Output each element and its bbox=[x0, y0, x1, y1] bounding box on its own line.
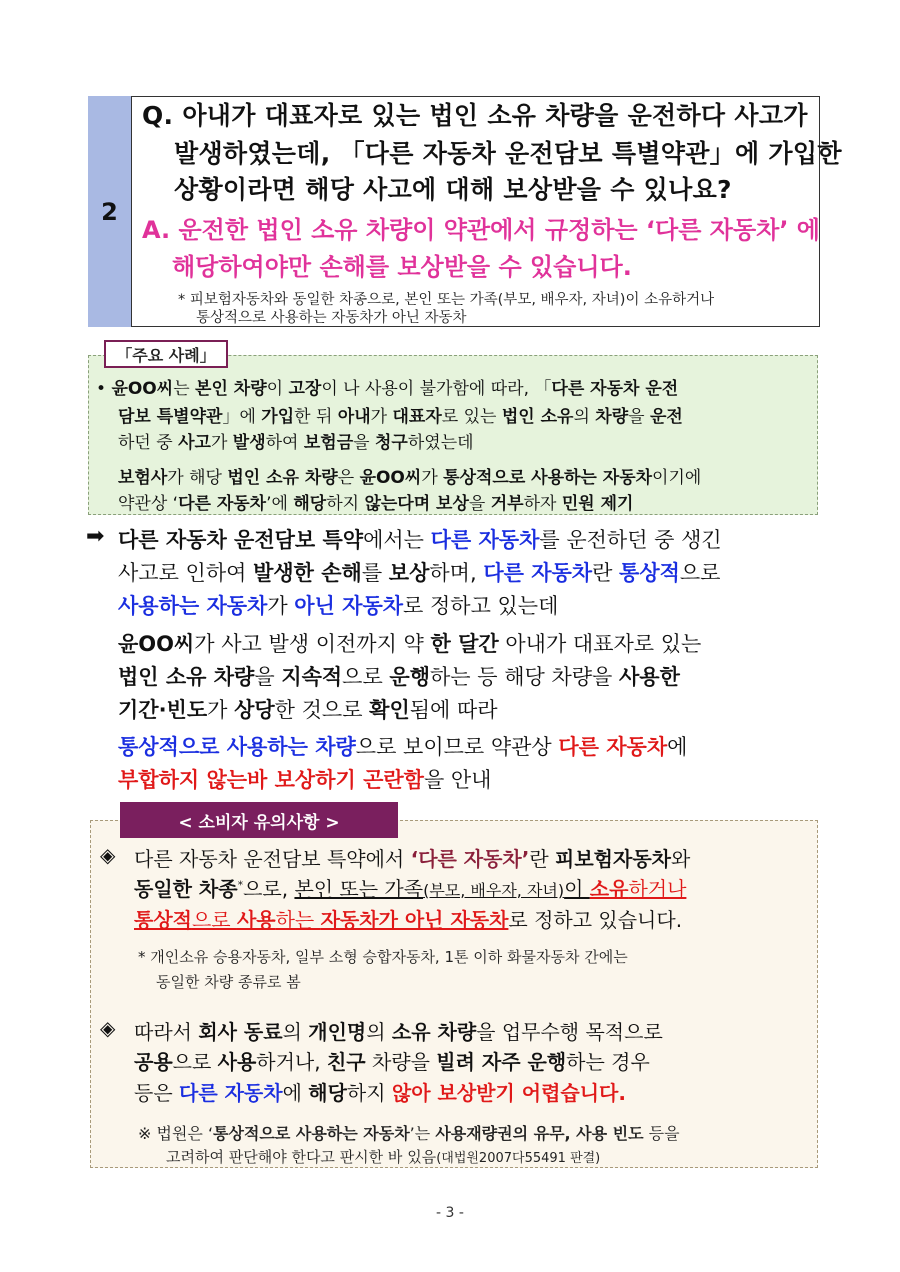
diamond-bullet-icon-2: ◈ bbox=[100, 1016, 116, 1040]
page-number: - 3 - bbox=[436, 1205, 464, 1221]
question-line-3: 상황이라면 해당 사고에 대해 보상받을 수 있나요? bbox=[174, 175, 732, 204]
consumer-note1-line-2: 동일한 차량 종류로 봄 bbox=[156, 973, 301, 991]
case-line-1: • 윤OO씨는 본인 차량이 고장이 나 사용이 불가함에 따라, 「다른 자동차 운전 bbox=[96, 379, 679, 399]
diamond-bullet-icon: ◈ bbox=[100, 843, 116, 867]
main-line-4: 윤OO씨가 사고 발생 이전까지 약 한 달간 아내가 대표자로 있는 bbox=[118, 632, 702, 656]
qa-note-line-1: * 피보험자동차와 동일한 차종으로, 본인 또는 가족(부모, 배우자, 자녀)이 소유하거나 bbox=[178, 292, 715, 308]
main-line-7: 통상적으로 사용하는 차량으로 보이므로 약관상 다른 자동차에 bbox=[118, 735, 688, 759]
consumer-b1-line-3: 통상적으로 사용하는 자동차가 아닌 자동차로 정하고 있습니다. bbox=[134, 908, 683, 932]
main-line-5: 법인 소유 차량을 지속적으로 운행하는 등 해당 차량을 사용한 bbox=[118, 665, 680, 689]
answer-line-1: A. 운전한 법인 소유 차량이 약관에서 규정하는 ‘다른 자동차’ 에 bbox=[142, 216, 820, 244]
main-line-6: 기간·빈도가 상당한 것으로 확인됨에 따라 bbox=[118, 698, 498, 722]
consumer-b1-line-2: 동일한 차종*으로, 본인 또는 가족(부모, 배우자, 자녀)이 소유하거나 bbox=[134, 877, 687, 901]
arrow-icon: ➡ bbox=[86, 524, 105, 549]
main-line-3: 사용하는 자동차가 아닌 자동차로 정하고 있는데 bbox=[118, 594, 559, 618]
consumer-b1-line-1: 다른 자동차 운전담보 특약에서 ‘다른 자동차’란 피보험자동차와 bbox=[134, 847, 691, 871]
qa-number: 2 bbox=[88, 96, 132, 327]
consumer-title: < 소비자 유의사항 > bbox=[120, 802, 398, 838]
qa-note-line-2: 통상적으로 사용하는 자동차가 아닌 자동차 bbox=[196, 310, 467, 326]
consumer-note2-line-1: ※ 법원은 ‘통상적으로 사용하는 자동차’는 사용재량권의 유무, 사용 빈도 등을 bbox=[138, 1124, 680, 1143]
consumer-b2-line-3: 등은 다른 자동차에 해당하지 않아 보상받기 어렵습니다. bbox=[134, 1081, 626, 1105]
main-line-1: 다른 자동차 운전담보 특약에서는 다른 자동차를 운전하던 중 생긴 bbox=[118, 528, 722, 552]
consumer-note2-line-2: 고려하여 판단해야 한다고 판시한 바 있음(대법원2007다55491 판결) bbox=[166, 1148, 601, 1166]
case-line-4: 보험사가 해당 법인 소유 차량은 윤OO씨가 통상적으로 사용하는 자동차이기에 bbox=[118, 468, 702, 488]
main-line-2: 사고로 인하여 발생한 손해를 보상하며, 다른 자동차란 통상적으로 bbox=[118, 561, 721, 585]
consumer-b2-line-1: 따라서 회사 동료의 개인명의 소유 차량을 업무수행 목적으로 bbox=[134, 1020, 663, 1044]
question-line-1: Q. 아내가 대표자로 있는 법인 소유 차량을 운전하다 사고가 bbox=[142, 101, 808, 130]
answer-line-2: 해당하여야만 손해를 보상받을 수 있습니다. bbox=[172, 253, 632, 281]
case-line-2: 담보 특별약관」에 가입한 뒤 아내가 대표자로 있는 법인 소유의 차량을 운전 bbox=[118, 407, 683, 427]
question-line-2: 발생하였는데, 「다른 자동차 운전담보 특별약관」에 가입한 bbox=[174, 139, 842, 168]
main-line-8: 부합하지 않는바 보상하기 곤란함을 안내 bbox=[118, 768, 492, 792]
consumer-b2-line-2: 공용으로 사용하거나, 친구 차량을 빌려 자주 운행하는 경우 bbox=[134, 1050, 650, 1074]
case-line-3: 하던 중 사고가 발생하여 보험금을 청구하였는데 bbox=[118, 433, 474, 453]
consumer-note1-line-1: * 개인소유 승용자동차, 일부 소형 승합자동차, 1톤 이하 화물자동차 간에는 bbox=[138, 948, 628, 966]
case-line-5: 약관상 ‘다른 자동차’에 해당하지 않는다며 보상을 거부하자 민원 제기 bbox=[118, 494, 634, 514]
case-title: 「주요 사례」 bbox=[104, 340, 228, 368]
